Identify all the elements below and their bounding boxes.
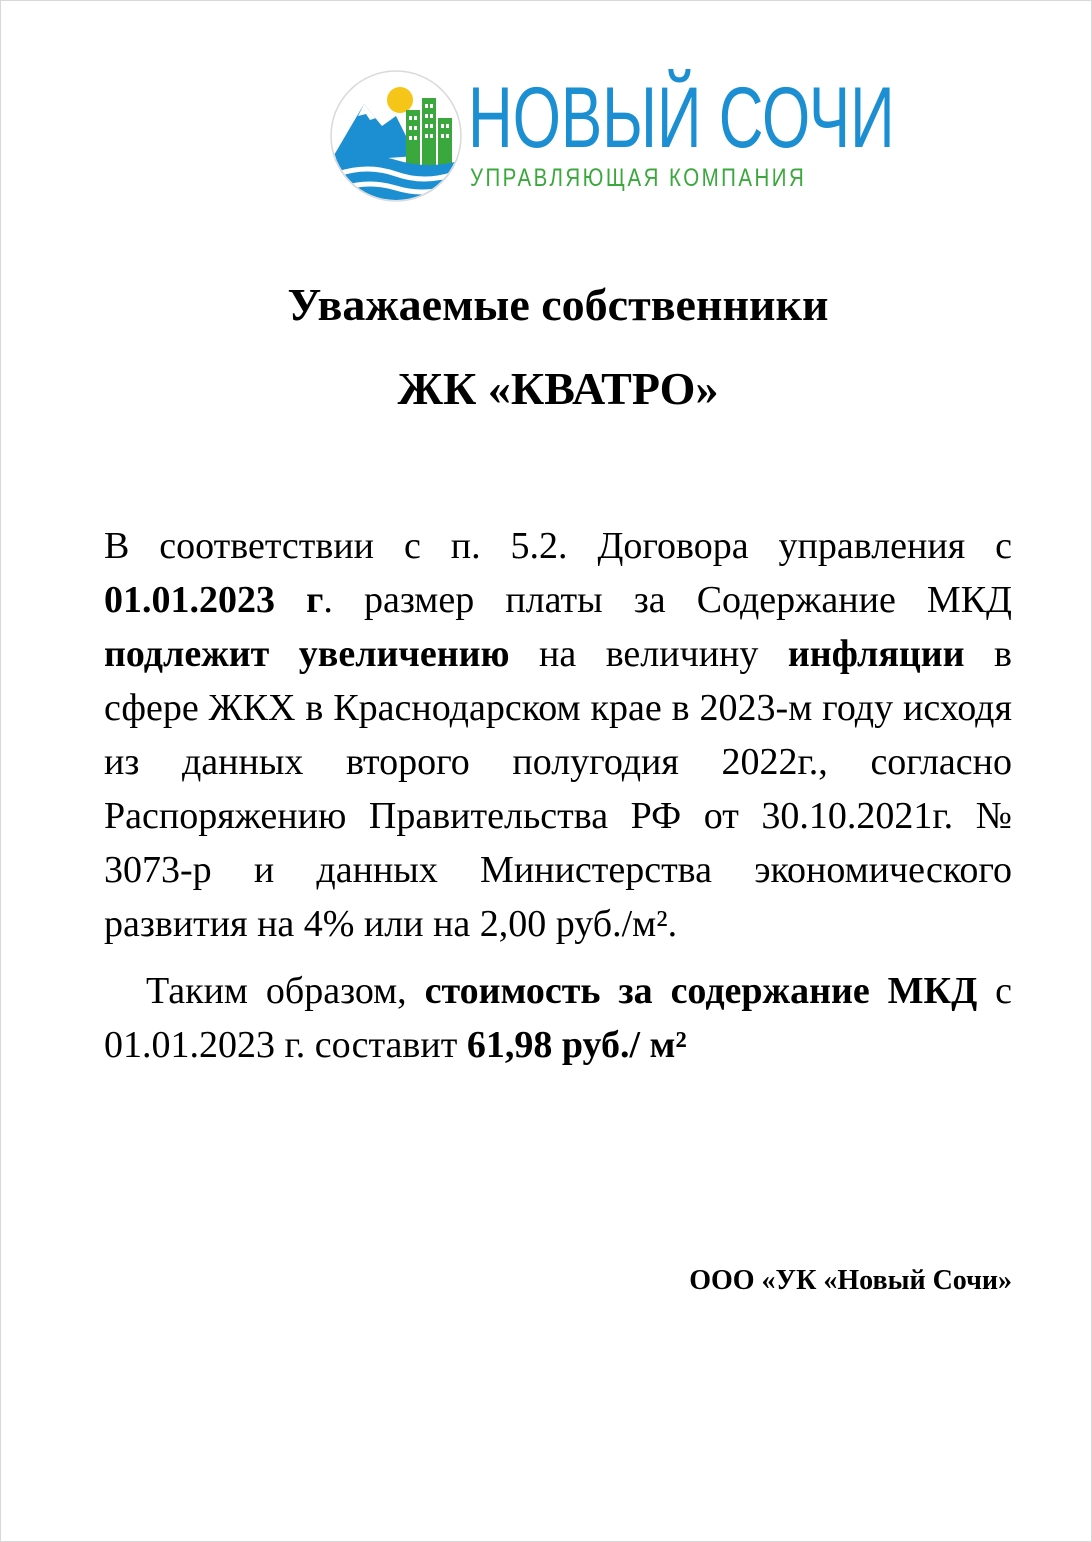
bold-inflation: инфляции bbox=[787, 633, 965, 675]
company-logo bbox=[330, 70, 895, 202]
bold-cost-label: стоимость за содержание МКД bbox=[424, 970, 978, 1012]
bold-increase: подлежит увеличению bbox=[104, 633, 510, 675]
text-span: в сфере ЖКХ в Краснодарском крае в 2023-м году исходя из данных второго полугодия 2022г., согласно Распоряжению Правительства РФ от 30.10.2021г. № 3073-р и данных Министерства экономического развития на 4% или на 2,00 руб./м². bbox=[104, 633, 1012, 945]
text-span: Таким образом, bbox=[146, 970, 425, 1012]
bold-date: 01.01.2023 г bbox=[104, 579, 324, 621]
paragraph-new-cost bbox=[104, 964, 1012, 1072]
text-span: на величину bbox=[509, 633, 788, 675]
text-span: В соответствии с п. 5.2. Договора управления с bbox=[104, 525, 1012, 567]
bold-cost-value: 61,98 руб./ м² bbox=[466, 1024, 687, 1066]
text-span: . размер платы за Содержание МКД bbox=[323, 579, 1012, 621]
heading-line-1: Уважаемые собственники bbox=[287, 279, 829, 330]
paragraph-tariff-increase bbox=[104, 519, 1012, 951]
logo-subtitle: УПРАВЛЯЮЩАЯ КОМПАНИЯ bbox=[470, 164, 807, 192]
signature: ООО «УК «Новый Сочи» bbox=[689, 1265, 1012, 1296]
heading-line-2: ЖК «КВАТРО» bbox=[397, 363, 719, 414]
text-span: с 01.01.2023 г. составит bbox=[104, 970, 1012, 1066]
mountain-sea-city-emblem-icon bbox=[330, 70, 462, 202]
logo-title: НОВЫЙ СОЧИ bbox=[468, 70, 895, 166]
